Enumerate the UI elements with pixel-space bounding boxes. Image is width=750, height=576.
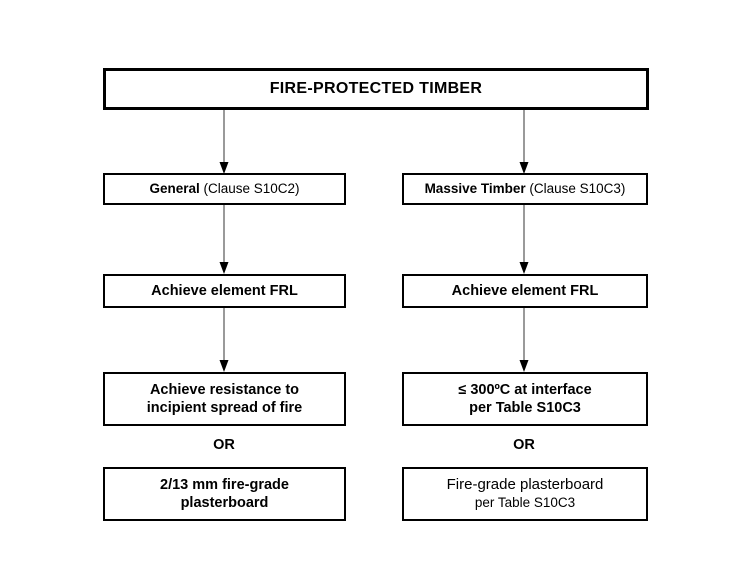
or-text: OR <box>513 437 535 453</box>
node-label-line-1: Achieve resistance to <box>149 381 300 398</box>
node-general-alternative <box>103 467 346 521</box>
node-label: Achieve element FRL <box>451 282 599 299</box>
node-label-strong: General <box>149 180 200 196</box>
node-label <box>149 181 299 198</box>
connector-massive-timber-to-frl <box>520 205 529 274</box>
node-general-clause <box>103 173 346 205</box>
node-label-strong: Massive Timber <box>424 180 526 196</box>
node-label <box>447 476 604 512</box>
node-label-line-2: plasterboard <box>180 495 269 511</box>
node-label-line-2: incipient spread of fire <box>146 400 303 416</box>
node-label <box>147 381 303 417</box>
node-label <box>160 476 289 512</box>
node-massive-timber-requirement <box>402 372 648 426</box>
or-text: OR <box>213 437 235 453</box>
node-general-achieve-element-frl <box>103 274 346 308</box>
connector-frl-to-requirement-massive-timber <box>520 308 529 372</box>
node-label-line-2: per Table S10C3 <box>469 400 581 416</box>
connector-title-to-massive-timber <box>520 110 529 174</box>
node-label-rest: (Clause S10C3) <box>525 180 626 196</box>
node-label-rest: (Clause S10C2) <box>199 180 300 196</box>
connector-title-to-general <box>220 110 229 174</box>
node-label-line-1: 2/13 mm fire-grade <box>160 476 289 493</box>
node-label-line-2: per Table S10C3 <box>474 494 576 510</box>
node-massive-timber-alternative <box>402 467 648 521</box>
node-label: FIRE-PROTECTED TIMBER <box>269 80 483 97</box>
node-label <box>458 381 591 417</box>
connector-frl-to-requirement-general <box>220 308 229 372</box>
node-label: Achieve element FRL <box>151 282 298 299</box>
or-label-massive-timber <box>494 437 554 453</box>
node-label-line-1: ≤ 300ºC at interface <box>458 381 592 398</box>
node-general-requirement <box>103 372 346 426</box>
node-massive-timber-achieve-element-frl <box>402 274 648 308</box>
node-massive-timber-clause <box>402 173 648 205</box>
connector-general-to-frl <box>220 205 229 274</box>
node-label <box>425 181 626 198</box>
node-label-line-1: Fire-grade plasterboard <box>446 476 604 494</box>
or-label-general <box>194 437 254 453</box>
